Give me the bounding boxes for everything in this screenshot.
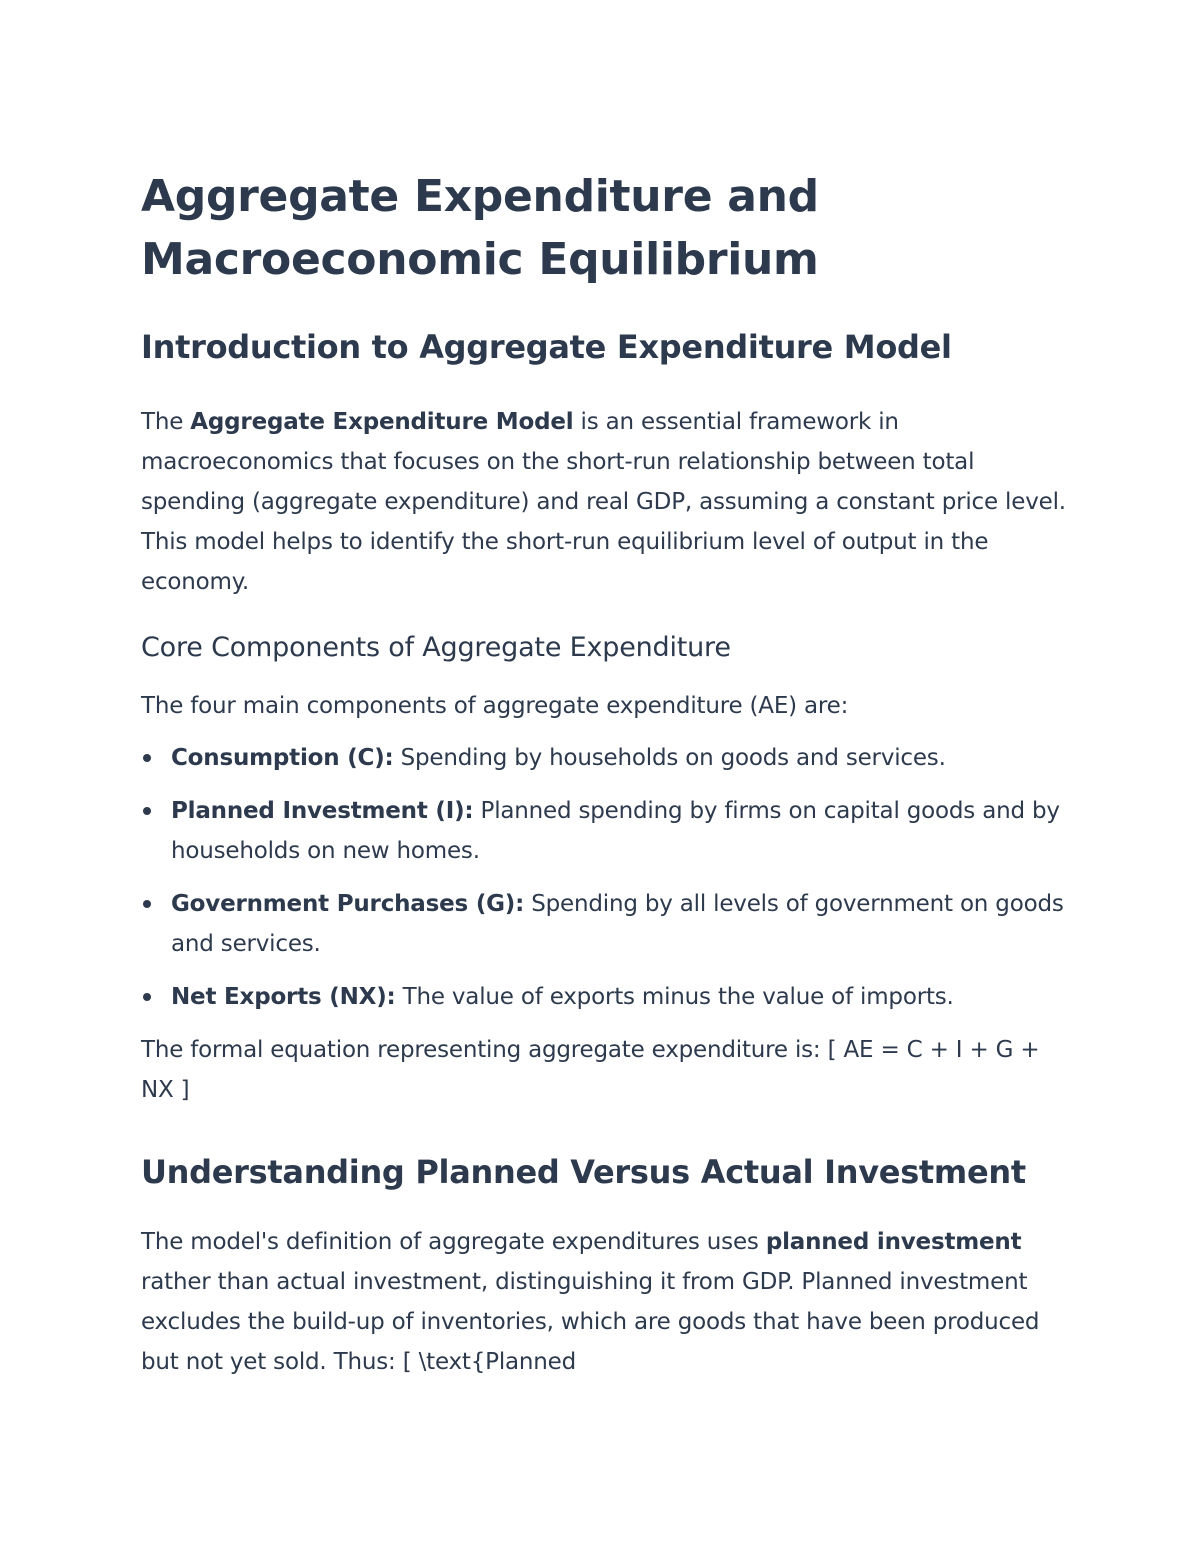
intro-bold-term: Aggregate Expenditure Model: [190, 409, 574, 435]
bullet-icon: [143, 807, 151, 815]
component-description: Spending by all levels of government on goods and services.: [171, 891, 1064, 957]
list-item: [141, 791, 1066, 871]
document-page: [141, 165, 1066, 1382]
section-heading-planned-vs-actual: Understanding Planned Versus Actual Investment: [141, 1153, 1026, 1191]
component-term: Consumption (C):: [171, 745, 394, 771]
component-description: The value of exports minus the value of imports.: [395, 984, 954, 1010]
equation-text: The formal equation representing aggregate expenditure is: [ AE = C + I + G + NX ]: [141, 1037, 1040, 1103]
component-description: Planned spending by firms on capital goods and by households on new homes.: [171, 798, 1060, 864]
bullet-icon: [143, 993, 151, 1001]
bullet-icon: [143, 900, 151, 908]
component-term: Net Exports (NX):: [171, 984, 396, 1010]
component-description: Spending by households on goods and services.: [393, 745, 946, 771]
planned-text-after: rather than actual investment, distinguishing it from GDP. Planned investment excludes the build-up of inventories, which are goods that have been produced but not yet sold. Thus: [ \text{Planned: [141, 1269, 1040, 1375]
intro-text-before: The: [141, 409, 191, 435]
list-item: [141, 884, 1066, 964]
components-list: [141, 738, 1066, 1017]
section-heading-introduction: Introduction to Aggregate Expenditure Model: [141, 328, 952, 366]
list-item: [141, 738, 1066, 778]
planned-bold-term: planned investment: [765, 1229, 1022, 1255]
component-term: Government Purchases (G):: [171, 891, 525, 917]
bullet-icon: [143, 754, 151, 762]
planned-text-before: The model's definition of aggregate expenditures uses: [141, 1229, 766, 1255]
document-title: Aggregate Expenditure and Macroeconomic Equilibrium: [141, 171, 819, 285]
planned-investment-paragraph: [141, 1222, 1066, 1382]
components-intro-text: The four main components of aggregate expenditure (AE) are:: [141, 693, 849, 719]
intro-paragraph: [141, 402, 1066, 602]
subheading-core-components: Core Components of Aggregate Expenditure: [141, 632, 731, 663]
intro-text-after: is an essential framework in macroeconomics that focuses on the short-run relationship between total spending (aggregate expenditure) and real GDP, assuming a constant price level. This model helps to identify the short-run equilibrium level of output in the economy.: [141, 409, 1066, 595]
list-item: [141, 977, 1066, 1017]
component-term: Planned Investment (I):: [171, 798, 474, 824]
